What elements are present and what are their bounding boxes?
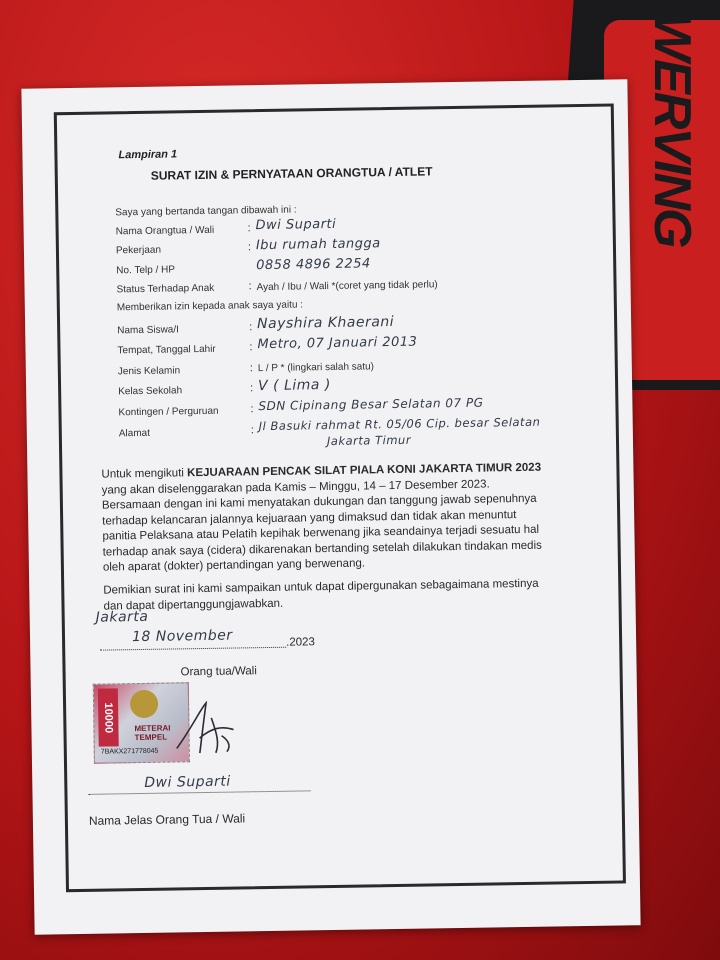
permission-intro: Memberikan izin kepada anak saya yaitu : bbox=[116, 299, 304, 314]
closing-line: Demikian surat ini kami sampaikan untuk dapat dipergunakan sebagaimana mestinya bbox=[103, 577, 539, 597]
address-label: Alamat bbox=[118, 427, 151, 440]
colon: : bbox=[247, 241, 252, 254]
document-title: SURAT IZIN & PERNYATAAN ORANGTUA / ATLET bbox=[150, 164, 433, 183]
colon: : bbox=[247, 222, 251, 235]
signer-caption: Nama Jelas Orang Tua / Wali bbox=[88, 811, 246, 828]
stamp-label: METERAI TEMPEL bbox=[134, 723, 171, 743]
statement-line: yang akan diselenggarakan pada Kamis – Minggu, 14 – 17 Desember 2023. bbox=[101, 478, 490, 497]
gender-label: Jenis Kelamin bbox=[117, 365, 181, 378]
phone-label: No. Telp / HP bbox=[116, 264, 176, 277]
colon: : bbox=[250, 382, 254, 395]
statement-line: oleh aparat (dokter) pertandingan yang berwenang. bbox=[102, 557, 366, 574]
parent-name-value: Dwi Suparti bbox=[255, 216, 337, 234]
class-label: Kelas Sekolah bbox=[118, 385, 183, 398]
birth-value: Metro, 07 Januari 2013 bbox=[257, 334, 418, 353]
phone-value: 0858 4896 2254 bbox=[256, 256, 371, 274]
status-value: Ayah / Ibu / Wali *(coret yang tidak perlu) bbox=[256, 279, 438, 294]
birth-label: Tempat, Tanggal Lahir bbox=[117, 343, 216, 357]
student-name-label: Nama Siswa/I bbox=[117, 324, 179, 337]
garuda-emblem-icon bbox=[130, 690, 158, 718]
intro-text: Saya yang bertanda tangan dibawah ini : bbox=[115, 204, 297, 219]
occupation-value: Ibu rumah tangga bbox=[255, 236, 381, 254]
statement-line: Bersamaan dengan ini kami menyatakan dukungan dan tanggung jawab sepenuhnya bbox=[101, 492, 537, 512]
signer-role: Orang tua/Wali bbox=[180, 665, 257, 679]
contingent-label: Kontingen / Perguruan bbox=[118, 405, 219, 419]
gender-value: L / P * (lingkari salah satu) bbox=[257, 361, 375, 375]
handwritten-signature bbox=[171, 697, 242, 758]
status-label: Status Terhadap Anak bbox=[116, 282, 215, 296]
statement-line: panitia Pelaksana atau Pelatih kepihak berwenang jika seandainya terjadi sesuatu hal bbox=[102, 523, 540, 543]
appendix-label: Lampiran 1 bbox=[118, 148, 178, 162]
class-value: V ( Lima ) bbox=[257, 376, 331, 395]
colon: : bbox=[250, 403, 254, 416]
statement-line: terhadap kelancaran jalannya kejuaraan yang dimaksud dan tidak akan menuntut bbox=[102, 508, 517, 528]
place-value: Jakarta bbox=[95, 608, 149, 626]
closing-line: dan dapat dipertanggungjawabkan. bbox=[103, 597, 284, 613]
contingent-value: SDN Cipinang Besar Selatan 07 PG bbox=[258, 395, 484, 414]
stamp-code: 7BAKX271778045 bbox=[100, 747, 159, 756]
signer-name-value: Dwi Suparti bbox=[144, 773, 231, 791]
address-value-line2: Jakarta Timur bbox=[326, 432, 412, 449]
statement-line: terhadap anak saya (cidera) dikarenakan bertanding setelah dilakukan tindakan medis bbox=[102, 539, 542, 559]
date-value: 18 November bbox=[131, 627, 233, 646]
permission-letter bbox=[21, 79, 640, 934]
colon: : bbox=[249, 321, 253, 334]
colon: : bbox=[250, 424, 254, 437]
occupation-label: Pekerjaan bbox=[115, 244, 162, 257]
colon: : bbox=[248, 280, 252, 293]
parent-name-label: Nama Orangtua / Wali bbox=[115, 224, 215, 238]
colon: : bbox=[249, 362, 253, 375]
event-name: KEJUARAAN PENCAK SILAT PIALA KONI JAKARTA TIMUR 2023 bbox=[187, 461, 542, 480]
student-name-value: Nayshira Khaerani bbox=[256, 313, 395, 333]
stamp-value: 10000 bbox=[98, 688, 119, 746]
colon: : bbox=[249, 341, 253, 354]
statement-paragraph: Untuk mengikuti KEJUARAAN PENCAK SILAT PIALA KONI JAKARTA TIMUR 2023 bbox=[101, 461, 542, 481]
bag-brand-text: WERVING bbox=[643, 12, 701, 247]
address-value-line1: Jl Basuki rahmat Rt. 05/06 Cip. besar Selatan bbox=[258, 414, 541, 434]
year-text: .2023 bbox=[286, 636, 315, 649]
